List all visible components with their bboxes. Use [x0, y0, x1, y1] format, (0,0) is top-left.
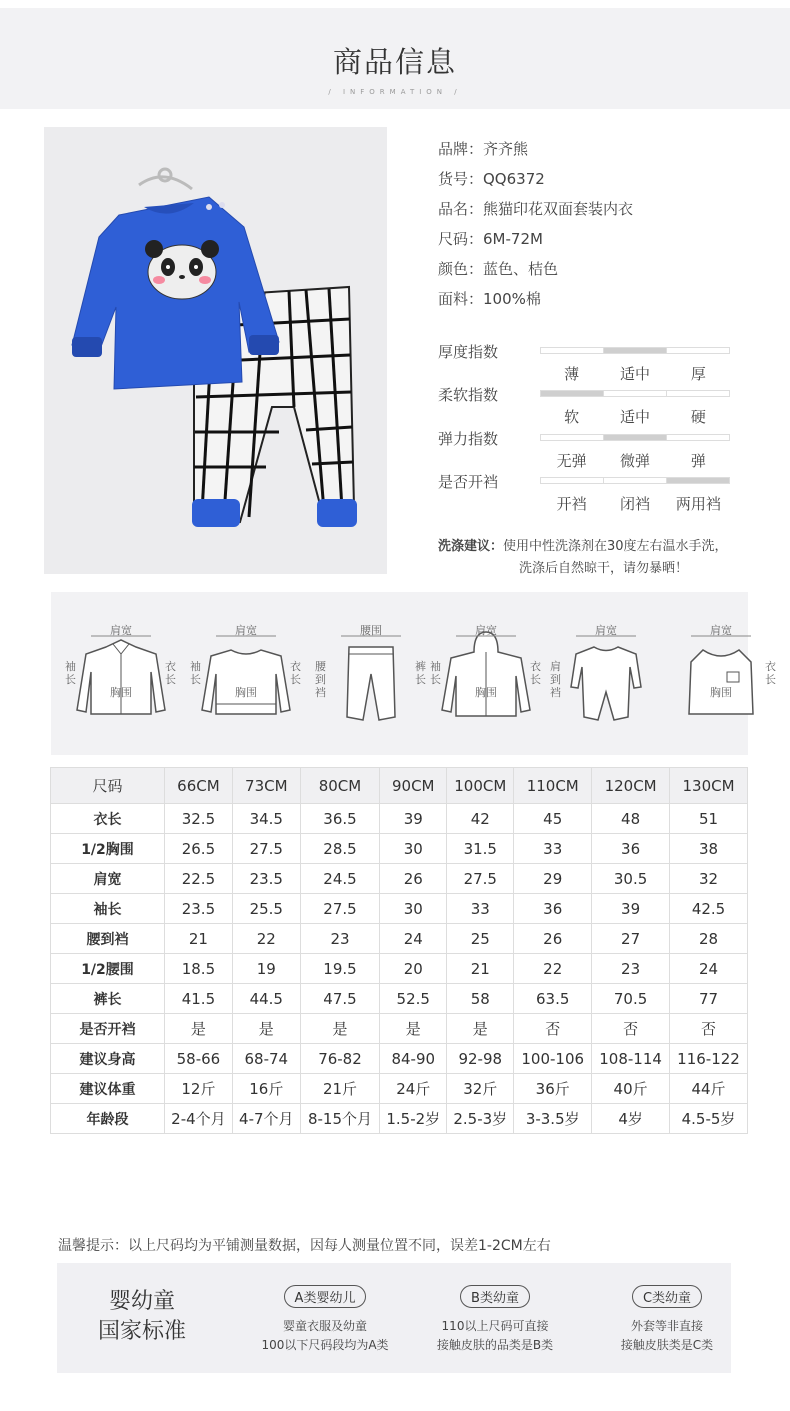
scale-option: 软	[564, 408, 580, 426]
standard-title-line-1: 婴幼童	[108, 1289, 175, 1314]
scale-bar	[540, 347, 730, 354]
standard-title-line-2: 国家标准	[97, 1319, 186, 1344]
table-row	[51, 924, 748, 954]
measure-right: 衣长	[290, 660, 301, 686]
table-cell: 4-7个月	[232, 1104, 300, 1134]
table-cell: 30.5	[592, 864, 670, 894]
table-cell: 27.5	[447, 864, 514, 894]
garment-diagram-5	[661, 592, 781, 755]
section-subtitle: / INFORMATION /	[328, 88, 462, 96]
row-label: 腰到裆	[51, 924, 165, 954]
table-cell: 70.5	[592, 984, 670, 1014]
table-cell: 47.5	[300, 984, 380, 1014]
garment-diagram-1	[186, 592, 306, 755]
table-cell: 24.5	[300, 864, 380, 894]
table-cell: 2.5-3岁	[447, 1104, 514, 1134]
size-header-cell: 66CM	[165, 768, 233, 804]
scale-option: 适中	[619, 365, 650, 383]
measure-center: 胸围	[475, 686, 497, 699]
table-row	[51, 984, 748, 1014]
table-cell: 24	[670, 954, 748, 984]
table-cell: 是	[380, 1014, 447, 1044]
class-b-pill: B类幼童	[460, 1285, 530, 1308]
scale-segment	[541, 478, 604, 483]
table-row	[51, 864, 748, 894]
table-cell: 3-3.5岁	[514, 1104, 592, 1134]
table-cell: 33	[447, 894, 514, 924]
table-cell: 76-82	[300, 1044, 380, 1074]
scale-option: 弹	[690, 452, 706, 470]
row-label: 建议体重	[51, 1074, 165, 1104]
table-cell: 45	[514, 804, 592, 834]
table-cell: 77	[670, 984, 748, 1014]
wash-line-1: 使用中性洗涤剂在30度左右温水手洗，	[503, 539, 728, 554]
table-cell: 84-90	[380, 1044, 447, 1074]
table-row	[51, 1044, 748, 1074]
table-cell: 26.5	[165, 834, 233, 864]
table-cell: 24	[380, 924, 447, 954]
table-cell: 100-106	[514, 1044, 592, 1074]
table-cell: 4岁	[592, 1104, 670, 1134]
row-label: 建议身高	[51, 1044, 165, 1074]
garment-diagram-2	[311, 592, 431, 755]
scale-options	[540, 493, 730, 514]
table-cell: 20	[380, 954, 447, 984]
info-color: 颜色：蓝色、桔色	[438, 260, 559, 278]
measure-top: 肩宽	[235, 624, 257, 637]
scale-bar	[540, 434, 730, 441]
class-a-line-1: 婴童衣服及幼童	[282, 1319, 367, 1333]
table-cell: 31.5	[447, 834, 514, 864]
size-table	[50, 767, 748, 1134]
row-label: 衣长	[51, 804, 165, 834]
wash-advice	[438, 536, 728, 580]
table-cell: 40斤	[592, 1074, 670, 1104]
table-cell: 52.5	[380, 984, 447, 1014]
table-row	[51, 834, 748, 864]
garment-drawing	[426, 592, 546, 755]
table-cell: 51	[670, 804, 748, 834]
table-cell: 32	[670, 864, 748, 894]
table-cell: 23.5	[165, 894, 233, 924]
info-fabric: 面料：100%棉	[438, 290, 541, 308]
table-cell: 24斤	[380, 1074, 447, 1104]
table-cell: 36.5	[300, 804, 380, 834]
scale-segment	[667, 435, 729, 440]
table-cell: 是	[232, 1014, 300, 1044]
product-photo	[44, 127, 387, 574]
scale-segment	[667, 348, 729, 353]
scale-option: 适中	[619, 408, 650, 426]
table-cell: 是	[447, 1014, 514, 1044]
table-cell: 25	[447, 924, 514, 954]
table-cell: 58	[447, 984, 514, 1014]
scale-option: 微弹	[619, 452, 650, 470]
garment-drawing	[186, 592, 306, 755]
table-cell: 33	[514, 834, 592, 864]
size-header-cell: 73CM	[232, 768, 300, 804]
table-cell: 27.5	[232, 834, 300, 864]
table-cell: 44斤	[670, 1074, 748, 1104]
table-cell: 1.5-2岁	[380, 1104, 447, 1134]
measure-top: 腰围	[360, 624, 382, 637]
class-a-pill: A类婴幼儿	[284, 1285, 367, 1308]
scale-label: 厚度指数	[438, 343, 499, 361]
scale-options	[540, 363, 730, 384]
table-cell: 30	[380, 894, 447, 924]
measure-left: 袖长	[65, 660, 76, 686]
measure-right: 衣长	[530, 660, 541, 686]
table-cell: 19	[232, 954, 300, 984]
table-row	[51, 1104, 748, 1134]
table-cell: 41.5	[165, 984, 233, 1014]
row-label: 1/2胸围	[51, 834, 165, 864]
standard-class-b	[405, 1285, 585, 1355]
row-label: 裤长	[51, 984, 165, 1014]
table-row	[51, 954, 748, 984]
table-cell: 39	[592, 894, 670, 924]
table-cell: 16斤	[232, 1074, 300, 1104]
scale-segment	[667, 391, 729, 396]
table-cell: 39	[380, 804, 447, 834]
size-header-cell: 110CM	[514, 768, 592, 804]
info-item-number: 货号：QQ6372	[438, 170, 545, 188]
table-cell: 否	[514, 1014, 592, 1044]
scale-segment	[541, 391, 604, 396]
table-cell: 116-122	[670, 1044, 748, 1074]
table-cell: 92-98	[447, 1044, 514, 1074]
product-info	[438, 139, 633, 319]
size-header-cell: 90CM	[380, 768, 447, 804]
table-cell: 27	[592, 924, 670, 954]
wash-line-2: 洗涤后自然晾干，请勿暴晒！	[519, 561, 689, 576]
table-cell: 19.5	[300, 954, 380, 984]
table-cell: 36	[592, 834, 670, 864]
size-header-cell: 130CM	[670, 768, 748, 804]
row-label: 是否开裆	[51, 1014, 165, 1044]
scale-segment	[604, 391, 667, 396]
garment-drawing	[661, 592, 781, 755]
table-cell: 22	[232, 924, 300, 954]
scale-option: 硬	[690, 408, 706, 426]
table-cell: 18.5	[165, 954, 233, 984]
info-size: 尺码：6M-72M	[438, 230, 543, 248]
scale-segment	[667, 478, 729, 483]
scale-segment	[604, 435, 667, 440]
table-cell: 108-114	[592, 1044, 670, 1074]
table-cell: 68-74	[232, 1044, 300, 1074]
measure-left: 腰到裆	[315, 660, 326, 699]
table-cell: 是	[165, 1014, 233, 1044]
table-cell: 38	[670, 834, 748, 864]
table-cell: 30	[380, 834, 447, 864]
section-title: 商品信息	[332, 45, 457, 79]
table-row	[51, 1014, 748, 1044]
size-header-cell: 100CM	[447, 768, 514, 804]
measurement-diagrams	[51, 592, 776, 755]
class-b-line-1: 110以上尺码可直接	[441, 1319, 549, 1333]
table-cell: 34.5	[232, 804, 300, 834]
scale-bar	[540, 390, 730, 397]
scale-segment	[541, 435, 604, 440]
table-cell: 12斤	[165, 1074, 233, 1104]
scale-label: 柔软指数	[438, 386, 499, 404]
table-cell: 否	[670, 1014, 748, 1044]
table-cell: 26	[380, 864, 447, 894]
scale-option: 开裆	[556, 495, 587, 513]
size-table-header	[51, 768, 748, 804]
table-cell: 63.5	[514, 984, 592, 1014]
garment-diagram-3	[426, 592, 546, 755]
table-cell: 2-4个月	[165, 1104, 233, 1134]
scale-option: 闭裆	[619, 495, 650, 513]
table-cell: 22.5	[165, 864, 233, 894]
row-label: 肩宽	[51, 864, 165, 894]
scale-segment	[604, 348, 667, 353]
scale-option: 厚	[690, 365, 706, 383]
table-cell: 21	[165, 924, 233, 954]
table-cell: 42.5	[670, 894, 748, 924]
scale-segment	[541, 348, 604, 353]
standard-class-a	[235, 1285, 415, 1355]
scale-label: 弹力指数	[438, 430, 499, 448]
measure-left: 袖长	[190, 660, 201, 686]
table-cell: 23	[300, 924, 380, 954]
table-cell: 48	[592, 804, 670, 834]
scale-option: 两用裆	[675, 495, 721, 513]
table-cell: 36	[514, 894, 592, 924]
table-cell: 44.5	[232, 984, 300, 1014]
table-row	[51, 894, 748, 924]
table-cell: 21斤	[300, 1074, 380, 1104]
table-cell: 23	[592, 954, 670, 984]
row-label: 1/2腰围	[51, 954, 165, 984]
measure-center: 胸围	[235, 686, 257, 699]
info-brand: 品牌：齐齐熊	[438, 140, 529, 158]
scale-label: 是否开裆	[438, 473, 499, 491]
row-label: 袖长	[51, 894, 165, 924]
scale-options	[540, 450, 730, 471]
table-cell: 22	[514, 954, 592, 984]
class-c-line-1: 外套等非直接	[630, 1319, 703, 1333]
table-cell: 28.5	[300, 834, 380, 864]
table-row	[51, 804, 748, 834]
garment-drawing	[311, 592, 431, 755]
national-standard	[57, 1263, 731, 1373]
standard-title	[87, 1287, 197, 1347]
scale-option: 无弹	[556, 452, 587, 470]
measure-right: 衣长	[765, 660, 776, 686]
standard-class-c	[577, 1285, 757, 1355]
table-cell: 32.5	[165, 804, 233, 834]
info-product-name: 品名：熊猫印花双面套装内衣	[438, 200, 634, 218]
section-header	[0, 8, 790, 109]
scale-segment	[604, 478, 667, 483]
table-cell: 27.5	[300, 894, 380, 924]
scale-option: 薄	[564, 365, 580, 383]
table-cell: 42	[447, 804, 514, 834]
measure-right: 衣长	[165, 660, 176, 686]
table-cell: 4.5-5岁	[670, 1104, 748, 1134]
measure-top: 肩宽	[710, 624, 732, 637]
table-cell: 26	[514, 924, 592, 954]
class-c-pill: C类幼童	[632, 1285, 702, 1308]
table-cell: 32斤	[447, 1074, 514, 1104]
table-cell: 36斤	[514, 1074, 592, 1104]
size-header-cell: 80CM	[300, 768, 380, 804]
measure-top: 肩宽	[595, 624, 617, 637]
size-header-label: 尺码	[51, 768, 165, 804]
row-label: 年龄段	[51, 1104, 165, 1134]
garment-drawing	[546, 592, 666, 755]
table-cell: 否	[592, 1014, 670, 1044]
measure-top: 肩宽	[475, 624, 497, 637]
class-a-line-2: 100以下尺码段均为A类	[261, 1338, 389, 1352]
table-cell: 29	[514, 864, 592, 894]
measure-left: 肩到裆	[550, 660, 561, 699]
measure-center: 胸围	[110, 686, 132, 699]
measure-left: 袖长	[430, 660, 441, 686]
class-b-line-2: 接触皮肤的品类是B类	[436, 1338, 554, 1352]
table-cell: 是	[300, 1014, 380, 1044]
table-cell: 8-15个月	[300, 1104, 380, 1134]
wash-label: 洗涤建议：	[438, 539, 504, 554]
class-c-line-2: 接触皮肤类是C类	[620, 1338, 714, 1352]
table-cell: 23.5	[232, 864, 300, 894]
size-header-cell: 120CM	[592, 768, 670, 804]
scale-options	[540, 406, 730, 427]
table-row	[51, 1074, 748, 1104]
table-cell: 58-66	[165, 1044, 233, 1074]
measure-top: 肩宽	[110, 624, 132, 637]
table-cell: 21	[447, 954, 514, 984]
scale-bar	[540, 477, 730, 484]
size-tip: 温馨提示：以上尺码均为平铺测量数据，因每人测量位置不同，误差1-2CM左右	[58, 1238, 551, 1254]
measure-center: 胸围	[710, 686, 732, 699]
garment-diagram-0	[61, 592, 181, 755]
table-cell: 25.5	[232, 894, 300, 924]
garment-diagram-4	[546, 592, 666, 755]
garment-drawing	[61, 592, 181, 755]
measure-right: 裤长	[415, 660, 426, 686]
table-cell: 28	[670, 924, 748, 954]
